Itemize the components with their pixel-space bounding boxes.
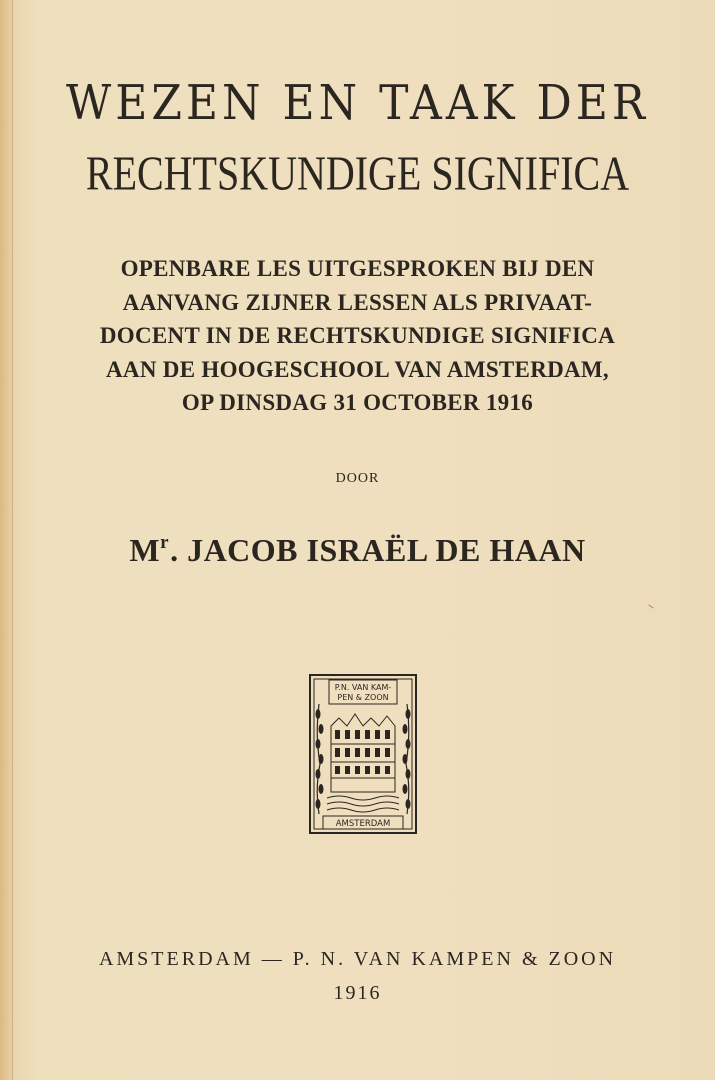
author-title-suffix: r <box>160 532 170 553</box>
subtitle-line: DOCENT IN DE RECHTSKUNDIGE SIGNIFICA <box>99 323 616 348</box>
printers-device-icon <box>309 674 417 834</box>
paper-speck <box>648 604 653 608</box>
svg-text:P.N. VAN KAM-: P.N. VAN KAM- <box>334 683 392 692</box>
subtitle-block <box>0 252 715 420</box>
author-title-prefix: M <box>129 532 161 568</box>
subtitle-line: OP DINSDAG 31 OCTOBER 1916 <box>181 390 534 415</box>
publication-year: 1916 <box>333 982 382 1004</box>
svg-text:PEN & ZOON: PEN & ZOON <box>337 693 389 702</box>
subtitle-line: OPENBARE LES UITGESPROKEN BIJ DEN <box>120 256 595 281</box>
subtitle-line: AAN DE HOOGESCHOOL VAN AMSTERDAM, <box>106 356 609 382</box>
publisher-imprint: AMSTERDAM — P. N. VAN KAMPEN & ZOON <box>98 948 617 970</box>
by-label: DOOR <box>335 471 380 486</box>
title-line-1: WEZEN EN TAAK DER <box>65 75 649 132</box>
subtitle-line: AANVANG ZIJNER LESSEN ALS PRIVAAT- <box>122 289 593 315</box>
author-name <box>0 532 715 569</box>
title-line-2: RECHTSKUNDIGE SIGNIFICA <box>85 148 630 201</box>
svg-text:AMSTERDAM: AMSTERDAM <box>335 819 391 829</box>
author-full-name: . JACOB ISRAËL DE HAAN <box>170 532 586 568</box>
